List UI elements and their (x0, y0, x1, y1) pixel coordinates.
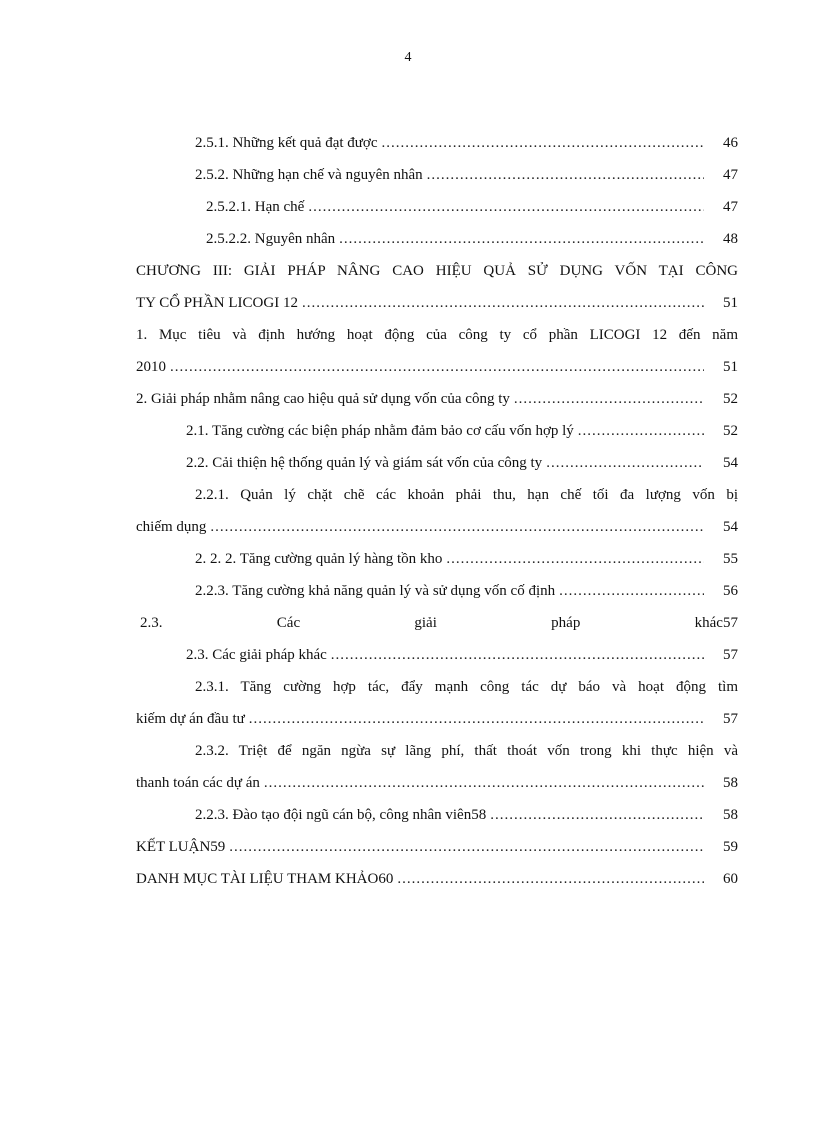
toc-entry-text: kiếm dự án đầu tư (136, 711, 245, 727)
toc-entry-2-3-stray[interactable] (140, 611, 738, 635)
leader-dots (249, 707, 704, 731)
toc-entry-text: 2010 (136, 359, 166, 375)
leader-dots (427, 163, 704, 187)
toc-entry-page: 48 (723, 231, 738, 247)
leader-dots (490, 803, 704, 827)
leader-dots (382, 131, 705, 155)
leader-dots (339, 227, 704, 251)
toc-entry-2-5-2-1[interactable] (206, 195, 738, 219)
toc-entry-2-2[interactable] (186, 451, 738, 475)
toc-entry-2-2-1-line1[interactable]: 2.2.1. Quản lý chặt chẽ các khoản phải thu, hạn chế tối đa lượng vốn bị (195, 487, 738, 503)
stray-word: giải (414, 615, 437, 631)
toc-entry-2-2-2[interactable] (195, 547, 738, 571)
toc-entry-text: TY CỔ PHẦN LICOGI 12 (136, 295, 298, 311)
leader-dots (308, 195, 704, 219)
toc-entry-2-3-2-line1[interactable]: 2.3.2. Triệt để ngăn ngừa sự lãng phí, thất thoát vốn trong khi thực hiện và (195, 743, 738, 759)
toc-entry-2-2-3-training[interactable] (195, 803, 738, 827)
toc-entry-text: 2.5.1. Những kết quả đạt được (195, 135, 378, 151)
toc-entry-page: 59 (723, 839, 738, 855)
toc-entry-text: chiếm dụng (136, 519, 207, 535)
leader-dots (331, 643, 704, 667)
leader-dots (397, 867, 704, 891)
stray-word: pháp (551, 615, 581, 631)
toc-entry-1-line2[interactable] (136, 355, 738, 379)
toc-entry-2-3-2-line2[interactable] (136, 771, 738, 795)
toc-entry-text: 2. Giải pháp nhằm nâng cao hiệu quả sử dụng vốn của công ty (136, 391, 510, 407)
toc-entry-text: 2. 2. 2. Tăng cường quản lý hàng tồn kho (195, 551, 443, 567)
toc-entry-page: 54 (723, 519, 738, 535)
leader-dots (210, 515, 704, 539)
toc-entry-text: KẾT LUẬN59 (136, 839, 226, 855)
toc-entry-page: 58 (723, 807, 738, 823)
toc-entry-page: 51 (723, 359, 738, 375)
toc-entry-page: 51 (723, 295, 738, 311)
toc-entry-text: 2.5.2. Những hạn chế và nguyên nhân (195, 167, 423, 183)
toc-entry-page: 57 (723, 711, 738, 727)
leader-dots (229, 835, 704, 859)
toc-entry-chapter-3-line2[interactable] (136, 291, 738, 315)
toc-entry-2-3-1-line2[interactable] (136, 707, 738, 731)
toc-entry-text: 2.2.3. Đào tạo đội ngũ cán bộ, công nhân viên58 (195, 807, 487, 823)
leader-dots (170, 355, 704, 379)
toc-entry-page: 56 (723, 583, 738, 599)
toc-entry-page: 46 (723, 135, 738, 151)
toc-entry-2-3[interactable] (186, 643, 738, 667)
leader-dots (302, 291, 704, 315)
leader-dots (514, 387, 704, 411)
page-number: 4 (404, 50, 412, 65)
toc-entry-text: 2.5.2.2. Nguyên nhân (206, 231, 336, 247)
leader-dots (559, 579, 704, 603)
toc-entry-page: 52 (723, 423, 738, 439)
toc-entry-text: 2.3. Các giải pháp khác (186, 647, 327, 663)
toc-entry-page: 52 (723, 391, 738, 407)
toc-entry-text: 2.5.2.1. Hạn chế (206, 199, 305, 215)
toc-entry-2-2-1-line2[interactable] (136, 515, 738, 539)
toc-entry-references[interactable] (136, 867, 738, 891)
toc-entry-conclusion[interactable] (136, 835, 738, 859)
leader-dots (578, 419, 704, 443)
toc-entry-2-2-3[interactable] (195, 579, 738, 603)
toc-entry-2-5-2-2[interactable] (206, 227, 738, 251)
toc-entry-chapter-3-line1[interactable]: CHƯƠNG III: GIẢI PHÁP NÂNG CAO HIỆU QUẢ SỬ DỤNG VỐN TẠI CÔNG (136, 263, 738, 279)
stray-word: khác57 (694, 615, 738, 631)
toc-entry-page: 54 (723, 455, 738, 471)
toc-entry-2-5-2[interactable] (195, 163, 738, 187)
leader-dots (546, 451, 704, 475)
toc-entry-2-1[interactable] (186, 419, 738, 443)
toc-entry-text: DANH MỤC TÀI LIỆU THAM KHẢO60 (136, 871, 394, 887)
leader-dots (264, 771, 704, 795)
toc-entry-page: 47 (723, 167, 738, 183)
toc-entry-page: 58 (723, 775, 738, 791)
toc-entry-2-5-1[interactable] (195, 131, 738, 155)
toc-entry-text: 2.2.3. Tăng cường khả năng quản lý và sử dụng vốn cố định (195, 583, 556, 599)
toc-entry-2-3-1-line1[interactable]: 2.3.1. Tăng cường hợp tác, đẩy mạnh công tác dự báo và hoạt động tìm (195, 679, 738, 695)
toc-entry-page: 47 (723, 199, 738, 215)
toc-entry-text: 2.1. Tăng cường các biện pháp nhằm đảm bảo cơ cấu vốn hợp lý (186, 423, 574, 439)
toc-entry-1-line1[interactable]: 1. Mục tiêu và định hướng hoạt động của công ty cổ phần LICOGI 12 đến năm (136, 327, 738, 343)
toc-entry-text: thanh toán các dự án (136, 775, 260, 791)
toc-entry-page: 57 (723, 647, 738, 663)
toc-entry-text: 2.2. Cải thiện hệ thống quản lý và giám sát vốn của công ty (186, 455, 543, 471)
leader-dots (446, 547, 704, 571)
toc-entry-page: 55 (723, 551, 738, 567)
stray-word: Các (276, 615, 301, 631)
toc-entry-page: 60 (723, 871, 738, 887)
toc-entry-2[interactable] (136, 387, 738, 411)
stray-word: 2.3. (140, 615, 163, 631)
